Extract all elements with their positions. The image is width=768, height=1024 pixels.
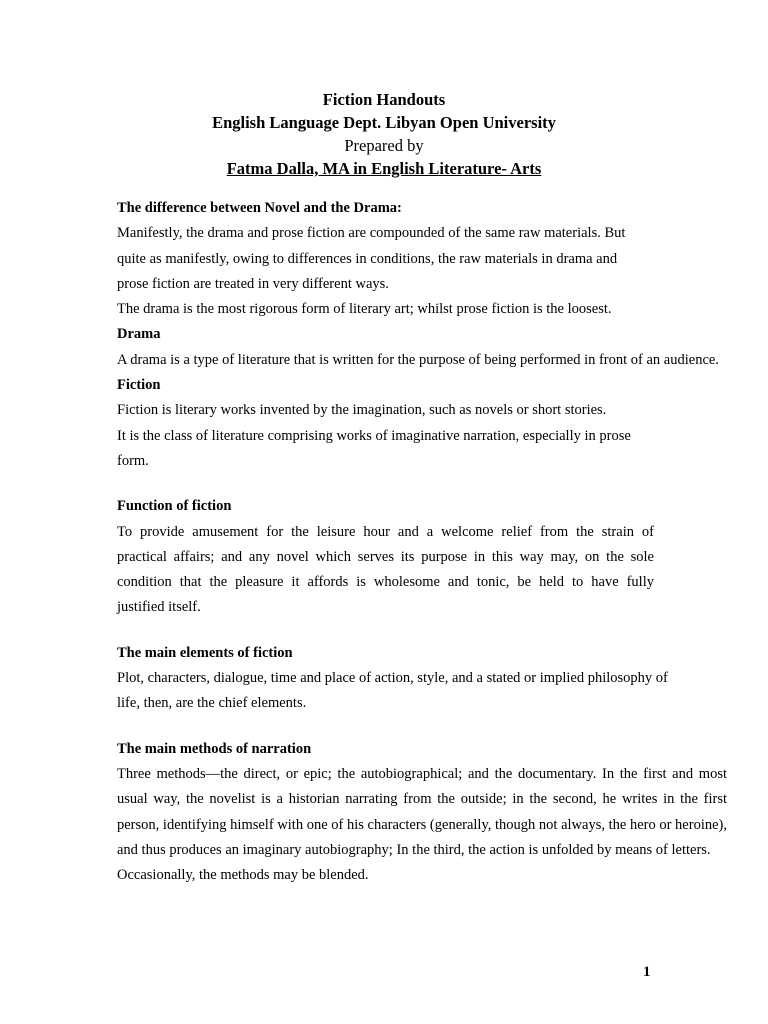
fiction-line-1: Fiction is literary works invented by the imagination, such as novels or short stories.: [117, 402, 607, 419]
section-heading-elements: The main elements of fiction: [117, 644, 293, 661]
difference-line-2: quite as manifestly, owing to differences in conditions, the raw materials in drama and: [117, 250, 618, 267]
function-line-3: condition that the pleasure it affords is wholesome and tonic, be held to have fully: [117, 574, 654, 591]
section-gap: [117, 474, 727, 494]
section-gap: [117, 621, 727, 641]
section-heading-difference: The difference between Novel and the Drama:: [117, 200, 402, 216]
department-line: English Language Dept. Libyan Open University: [212, 113, 556, 132]
section-heading-methods: The main methods of narration: [117, 740, 312, 757]
function-line-2: practical affairs; and any novel which serves its purpose in this way may, on the sole: [117, 548, 654, 565]
prepared-by-line: Prepared by: [344, 136, 424, 155]
methods-paragraph: Three methods—the direct, or epic; the autobiographical; and the documentary. In the first and most usual way, the novelist is a historian narrating from the outside; in the second, he writes in the first person, identifying himself with one of his characters (generally, though not always, the hero or heroine), and thus produces an imaginary autobiography; In the third, the action is unfolded by means of letters.: [117, 765, 727, 858]
section-heading-function: Function of fiction: [117, 498, 232, 515]
section-gap: [117, 717, 727, 737]
fiction-line-3: form.: [117, 452, 149, 469]
page-number: 1: [643, 964, 651, 980]
section-heading-drama: Drama: [117, 326, 161, 343]
difference-line-1: Manifestly, the drama and prose fiction are compounded of the same raw materials. But: [117, 225, 626, 242]
function-paragraph: [117, 520, 654, 621]
difference-line-4: The drama is the most rigorous form of literary art; whilst prose fiction is the loosest.: [117, 301, 612, 318]
elements-line-2: life, then, are the chief elements.: [117, 695, 307, 712]
fiction-line-2: It is the class of literature comprising works of imaginative narration, especially in prose: [117, 427, 631, 444]
section-heading-fiction: Fiction: [117, 377, 161, 394]
difference-line-3: prose fiction are treated in very different ways.: [117, 275, 389, 292]
document-title: Fiction Handouts: [322, 90, 446, 109]
document-body: [117, 196, 727, 888]
function-line-1: To provide amusement for the leisure hour and a welcome relief from the strain of: [117, 523, 654, 540]
drama-paragraph: A drama is a type of literature that is written for the purpose of being performed in front of an audience.: [117, 351, 719, 368]
author-line: Fatma Dalla, MA in English Literature- Arts: [226, 159, 542, 178]
elements-line-1: Plot, characters, dialogue, time and place of action, style, and a stated or implied philosophy of: [117, 670, 668, 687]
methods-closing-line: Occasionally, the methods may be blended.: [117, 867, 369, 884]
function-line-4: justified itself.: [117, 599, 201, 616]
document-header: [0, 88, 768, 180]
